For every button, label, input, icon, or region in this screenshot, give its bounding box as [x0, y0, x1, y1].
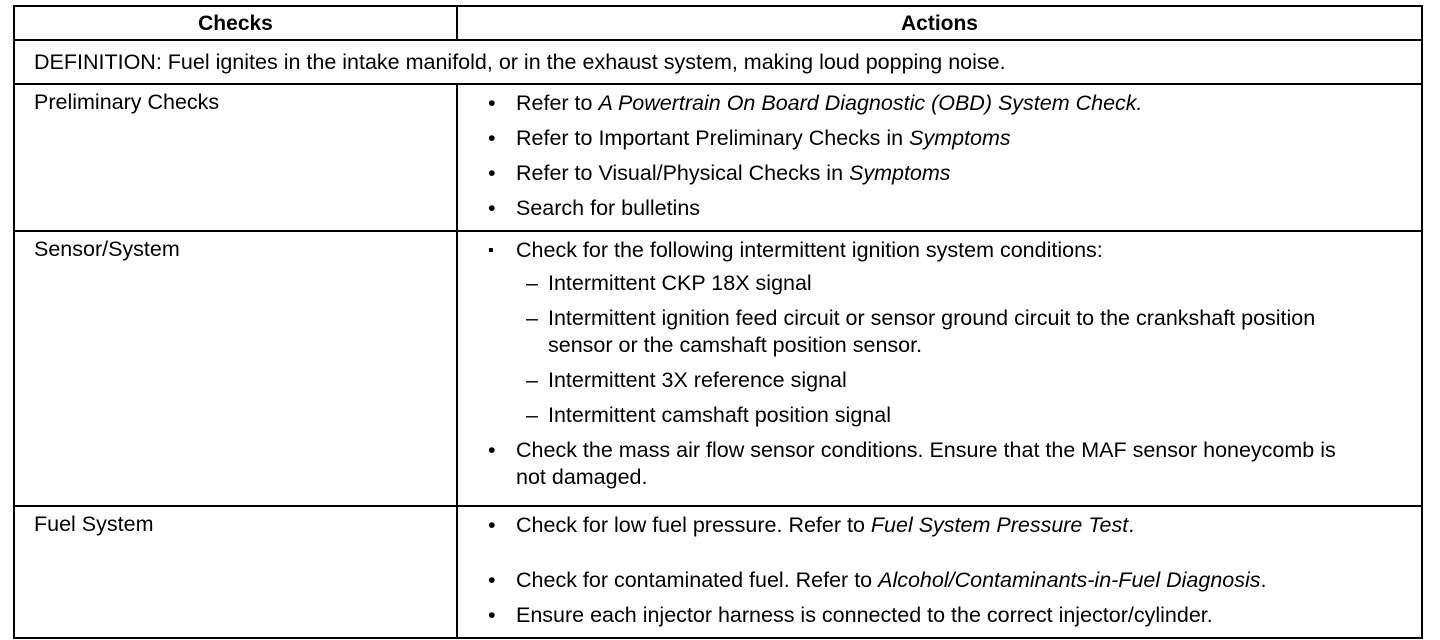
action-text: Check for low fuel pressure. Refer to	[516, 513, 871, 537]
action-text: Check for the following intermittent ignition system conditions:	[516, 238, 1103, 262]
backfire-diagnosis-table	[13, 5, 1423, 639]
fuel-system-label: Fuel System	[14, 506, 457, 638]
sub-action-item: – Intermittent 3X reference signal	[526, 367, 1361, 394]
sub-action-item: – Intermittent ignition feed circuit or sensor ground circuit to the crankshaft position sensor or the camshaft position sensor.	[526, 305, 1361, 359]
header-row	[14, 6, 1422, 40]
action-text: Refer to	[516, 91, 599, 115]
sensor-system-actions	[457, 231, 1422, 506]
action-item	[488, 512, 1361, 539]
preliminary-checks-actions	[457, 84, 1422, 231]
action-item	[488, 90, 1361, 117]
definition-row	[14, 40, 1422, 84]
fuel-system-actions	[457, 506, 1422, 638]
checks-column-header: Checks	[14, 6, 457, 40]
action-item	[488, 237, 1361, 429]
action-item: • Check the mass air flow sensor conditions. Ensure that the MAF sensor honeycomb is not damaged.	[488, 437, 1361, 491]
action-item	[488, 567, 1361, 594]
preliminary-checks-label: Preliminary Checks	[14, 84, 457, 231]
reference-link[interactable]: Fuel System Pressure Test	[870, 513, 1129, 537]
reference-link[interactable]: Symptoms	[849, 161, 951, 185]
sensor-system-row	[14, 231, 1422, 506]
action-text: .	[1260, 568, 1267, 592]
sub-action-item: – Intermittent camshaft position signal	[526, 402, 1361, 429]
action-item	[488, 160, 1361, 187]
reference-link[interactable]: A Powertrain On Board Diagnostic (OBD) System Check.	[598, 91, 1143, 115]
sub-action-item: – Intermittent CKP 18X signal	[526, 270, 1361, 297]
reference-link[interactable]: Alcohol/Contaminants-in-Fuel Diagnosis	[878, 568, 1261, 592]
definition-text: DEFINITION: Fuel ignites in the intake manifold, or in the exhaust system, making loud popping noise.	[14, 40, 1422, 84]
action-item	[488, 125, 1361, 152]
reference-link[interactable]: Symptoms	[909, 126, 1011, 150]
action-text: Refer to Important Preliminary Checks in	[516, 126, 910, 150]
action-text: Refer to Visual/Physical Checks in	[516, 161, 849, 185]
action-text: .	[1128, 513, 1135, 537]
preliminary-checks-row	[14, 84, 1422, 231]
actions-column-header: Actions	[457, 6, 1422, 40]
action-item: • Ensure each injector harness is connected to the correct injector/cylinder.	[488, 602, 1361, 629]
action-item	[488, 195, 1361, 222]
action-text: Search for bulletins	[516, 196, 701, 220]
fuel-system-row	[14, 506, 1422, 638]
action-text: Check for contaminated fuel. Refer to	[516, 568, 879, 592]
sensor-system-label: Sensor/System	[14, 231, 457, 506]
